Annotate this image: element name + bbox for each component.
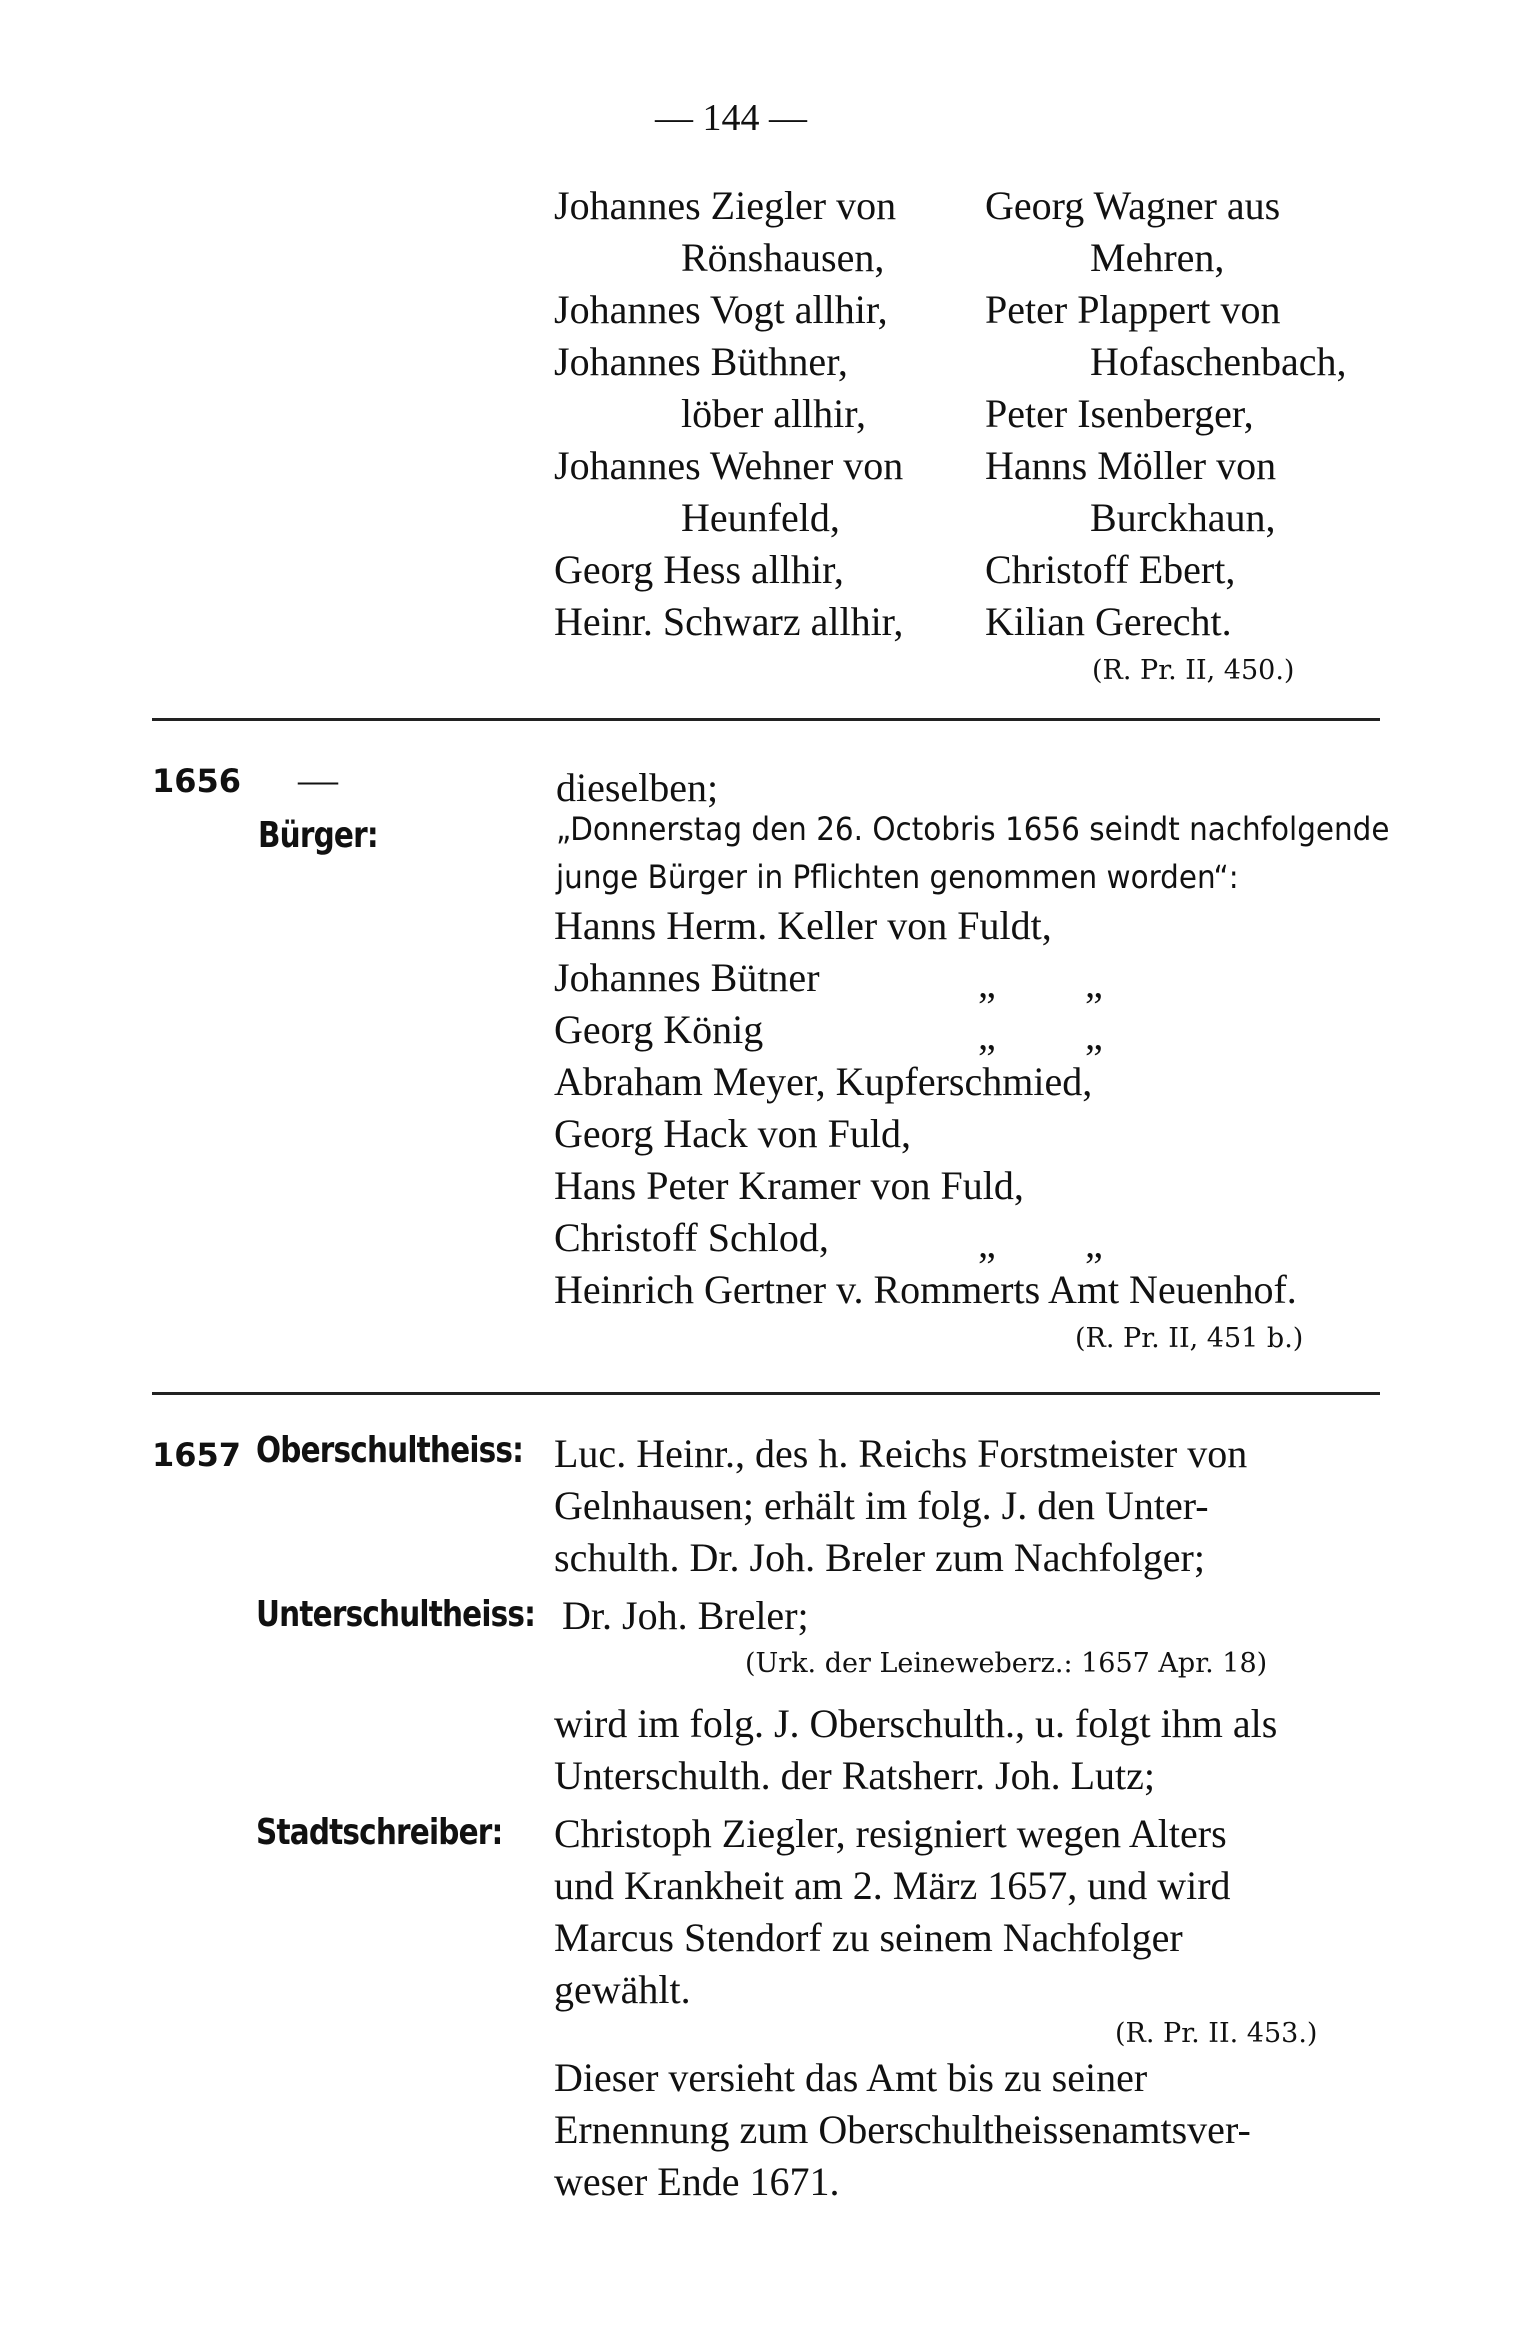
name-entry: Johannes Wehner von — [554, 443, 904, 488]
role-label-stadtschreiber: Stadtschreiber: — [256, 1812, 503, 1853]
name-entry: Abraham Meyer, Kupferschmied, — [554, 1059, 1093, 1104]
text-line: schulth. Dr. Joh. Breler zum Nachfolger; — [554, 1535, 1205, 1580]
name-entry: Christoff Schlod, — [554, 1215, 829, 1260]
names-right-column — [985, 180, 1347, 648]
page-number: — 144 — — [655, 97, 807, 139]
citation: (Urk. der Leineweberz.: 1657 Apr. 18) — [745, 1648, 1268, 1679]
text-line: weser Ende 1671. — [554, 2159, 840, 2204]
name-entry: Hanns Möller von — [985, 443, 1277, 488]
quote-line: junge Bürger in Pflichten genommen worden“: — [556, 858, 1239, 896]
name-entry: Christoff Ebert, — [985, 547, 1236, 592]
citation: (R. Pr. II, 451 b.) — [1075, 1323, 1304, 1354]
name-entry: Hanns Herm. Keller von Fuldt, — [554, 903, 1052, 948]
unter-text: Dr. Joh. Breler; — [562, 1593, 809, 1638]
name-entry: Rönshausen, — [681, 235, 885, 280]
names-left-column — [554, 180, 903, 648]
quote-line: „Donnerstag den 26. Octobris 1656 seindt nachfolgende — [556, 810, 1390, 848]
ditto-mark: „ — [978, 1221, 996, 1266]
role-label-buerger: Bürger: — [258, 815, 378, 856]
ditto-mark: „ — [978, 1013, 996, 1058]
name-entry: Heunfeld, — [681, 495, 840, 540]
text-line: Gelnhausen; erhält im folg. J. den Unter- — [554, 1483, 1209, 1528]
section-divider — [152, 1392, 1380, 1395]
text-line: und Krankheit am 2. März 1657, und wird — [554, 1863, 1231, 1908]
name-entry: Mehren, — [1090, 235, 1225, 280]
entry-year: 1657 — [152, 1436, 242, 1474]
name-entry: Kilian Gerecht. — [985, 599, 1232, 644]
ditto-mark: „ — [1085, 1013, 1103, 1058]
entry-year: 1656 — [152, 762, 242, 800]
entry-text: dieselben; — [556, 765, 719, 810]
entry-dash: — — [298, 757, 338, 802]
ditto-mark: „ — [1085, 961, 1103, 1006]
text-line: Dieser versieht das Amt bis zu seiner — [554, 2055, 1148, 2100]
name-entry: löber allhir, — [681, 391, 866, 436]
text-line: Unterschulth. der Ratsherr. Joh. Lutz; — [554, 1753, 1155, 1798]
ober-text — [554, 1428, 1247, 1584]
unter-more-text — [554, 1698, 1277, 1802]
name-entry: Georg Wagner aus — [985, 183, 1281, 228]
citation: (R. Pr. II, 450.) — [1092, 655, 1295, 686]
name-entry: Georg König — [554, 1007, 764, 1052]
name-entry: Burckhaun, — [1090, 495, 1276, 540]
name-entry: Hans Peter Kramer von Fuld, — [554, 1163, 1024, 1208]
citation: (R. Pr. II. 453.) — [1115, 2018, 1318, 2049]
text-line: wird im folg. J. Oberschulth., u. folgt ihm als — [554, 1701, 1278, 1746]
name-entry: Johannes Ziegler von — [554, 183, 897, 228]
name-entry: Peter Isenberger, — [985, 391, 1254, 436]
text-line: Luc. Heinr., des h. Reichs Forstmeister von — [554, 1431, 1248, 1476]
name-entry: Johannes Bütner — [554, 955, 820, 1000]
buerger-names — [554, 900, 1297, 1316]
ditto-mark: „ — [978, 961, 996, 1006]
name-entry: Johannes Büthner, — [554, 339, 848, 384]
text-line: gewählt. — [554, 1967, 691, 2012]
name-entry: Heinrich Gertner v. Rommerts Amt Neuenhof. — [554, 1267, 1297, 1312]
stadt-more-text — [554, 2052, 1251, 2208]
name-entry: Georg Hess allhir, — [554, 547, 844, 592]
name-entry: Georg Hack von Fuld, — [554, 1111, 911, 1156]
name-entry: Peter Plappert von — [985, 287, 1281, 332]
text-line: Ernennung zum Oberschultheissenamtsver- — [554, 2107, 1251, 2152]
name-entry: Hofaschenbach, — [1090, 339, 1347, 384]
role-label-oberschultheiss: Oberschultheiss: — [256, 1430, 524, 1471]
ditto-mark: „ — [1085, 1221, 1103, 1266]
section-divider — [152, 718, 1380, 721]
text-line: Christoph Ziegler, resigniert wegen Alters — [554, 1811, 1227, 1856]
text-line: Marcus Stendorf zu seinem Nachfolger — [554, 1915, 1183, 1960]
stadt-text — [554, 1808, 1231, 2016]
role-label-unterschultheiss: Unterschultheiss: — [256, 1594, 536, 1635]
name-entry: Johannes Vogt allhir, — [554, 287, 888, 332]
name-entry: Heinr. Schwarz allhir, — [554, 599, 904, 644]
